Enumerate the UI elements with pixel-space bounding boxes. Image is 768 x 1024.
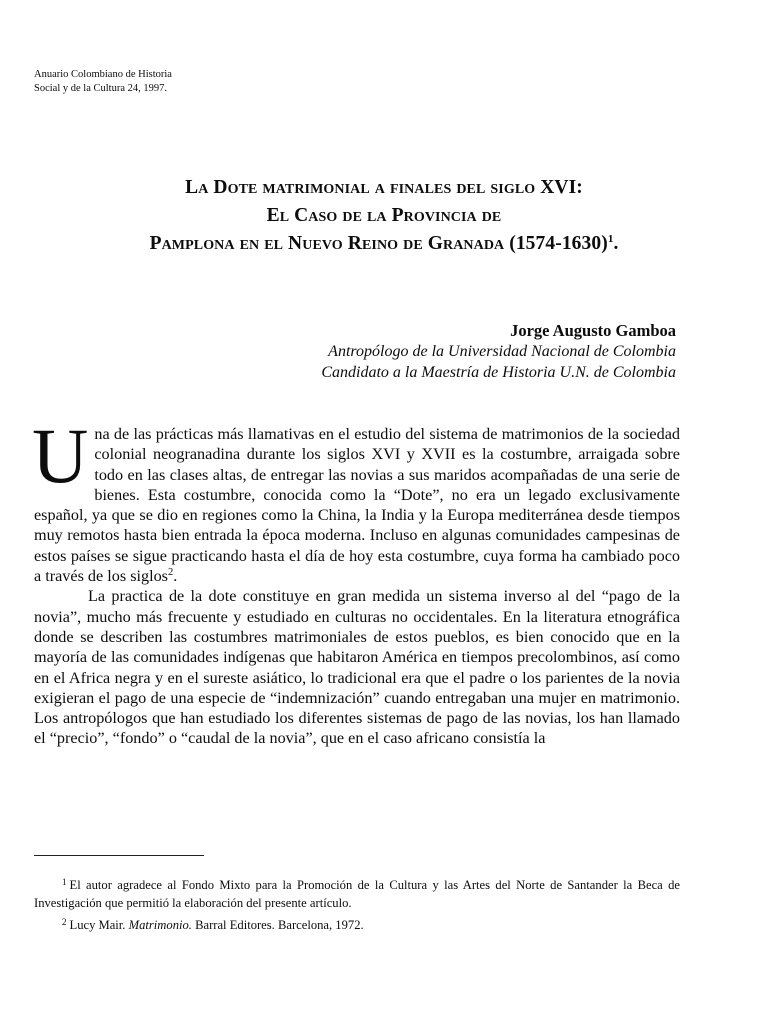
title-line-1: La Dote matrimonial a finales del siglo XVI: — [185, 177, 583, 198]
footnote-2 — [34, 916, 680, 934]
drop-cap: U — [32, 412, 89, 499]
footnote-ref-2[interactable]: 2 — [167, 567, 174, 579]
footnote-divider — [34, 855, 204, 856]
paragraph-1-text: na de las prácticas más llamativas en el estudio del sistema de matrimonios de la sociedad colonial neogranadina durante los siglos XVI y XVII es la costumbre, arraigada sobre todo en las clases altas, de entregar las novias a sus maridos acompañadas de una serie de bienes. Esta costumbre, conocida como la “Dote”, no era un legado exclusivamente español, ya que se dio en regiones como la China, la India y la Europa mediterránea desde tiempos muy remotos hasta bien entrada la época moderna. Incluso en algunas comunidades campesinas de estos países se sigue practicando hasta el día de hoy esta costumbre, cuya forma ha cambiado poco a través de los siglos — [34, 425, 680, 586]
title-line-3 — [20, 230, 748, 258]
author-block — [321, 320, 676, 383]
title-line-3-text: Pamplona en el Nuevo Reino de Granada (1574-1630) — [149, 233, 608, 254]
paragraph-1 — [32, 412, 680, 586]
title-footnote-ref[interactable]: 1 — [607, 233, 614, 245]
footnote-1-text: El autor agradece al Fondo Mixto para la Promoción de la Cultura y las Artes del Norte de Santander la Beca de Investigación que permitió la elaboración del presente artículo. — [34, 878, 680, 910]
footnote-2-author: Lucy Mair. — [69, 918, 129, 932]
paragraph-2: La practica de la dote constituye en gran medida un sistema inverso al del “pago de la novia”, mucho más frecuente y estudiado en culturas no occidentales. En la literatura etnográfica donde se describen las costumbres matrimoniales de estos pueblos, es bien conocido que en la mayoría de las comunidades indígenas que habitaron América en tiempos precolombinos, así como en el Africa negra y en el sureste asiático, lo tradicional era que el padre o los parientes de la novia exigieran el pago de una especie de “indemnización” cuando entregaban una mujer en matrimonio. Los antropólogos que han estudiado los diferentes sistemas de pago de las novias, los han llamado el “precio”, “fondo” o “caudal de la novia”, que en el caso africano consistía la — [34, 587, 680, 748]
article-body — [32, 412, 680, 749]
footnote-2-book-title: Matrimonio. — [128, 918, 192, 932]
author-affiliation-1: Antropólogo de la Universidad Nacional de Colombia — [328, 343, 676, 360]
title-line-3-end: . — [613, 233, 619, 254]
footnote-1-mark: 1 — [62, 877, 67, 887]
footnotes — [34, 876, 680, 934]
title-line-2: El Caso de la Provincia de — [266, 205, 502, 226]
author-name: Jorge Augusto Gamboa — [510, 321, 676, 340]
footnote-1 — [34, 876, 680, 912]
journal-header — [34, 68, 172, 96]
journal-issue: Social y de la Cultura 24, 1997. — [34, 83, 167, 94]
article-title — [20, 174, 748, 258]
paragraph-1-end: . — [173, 567, 178, 586]
footnote-2-mark: 2 — [62, 917, 67, 927]
author-affiliation-2: Candidato a la Maestría de Historia U.N. de Colombia — [321, 364, 676, 381]
journal-name: Anuario Colombiano de Historia — [34, 69, 172, 80]
footnote-2-publisher: Barral Editores. Barcelona, 1972. — [191, 918, 364, 932]
